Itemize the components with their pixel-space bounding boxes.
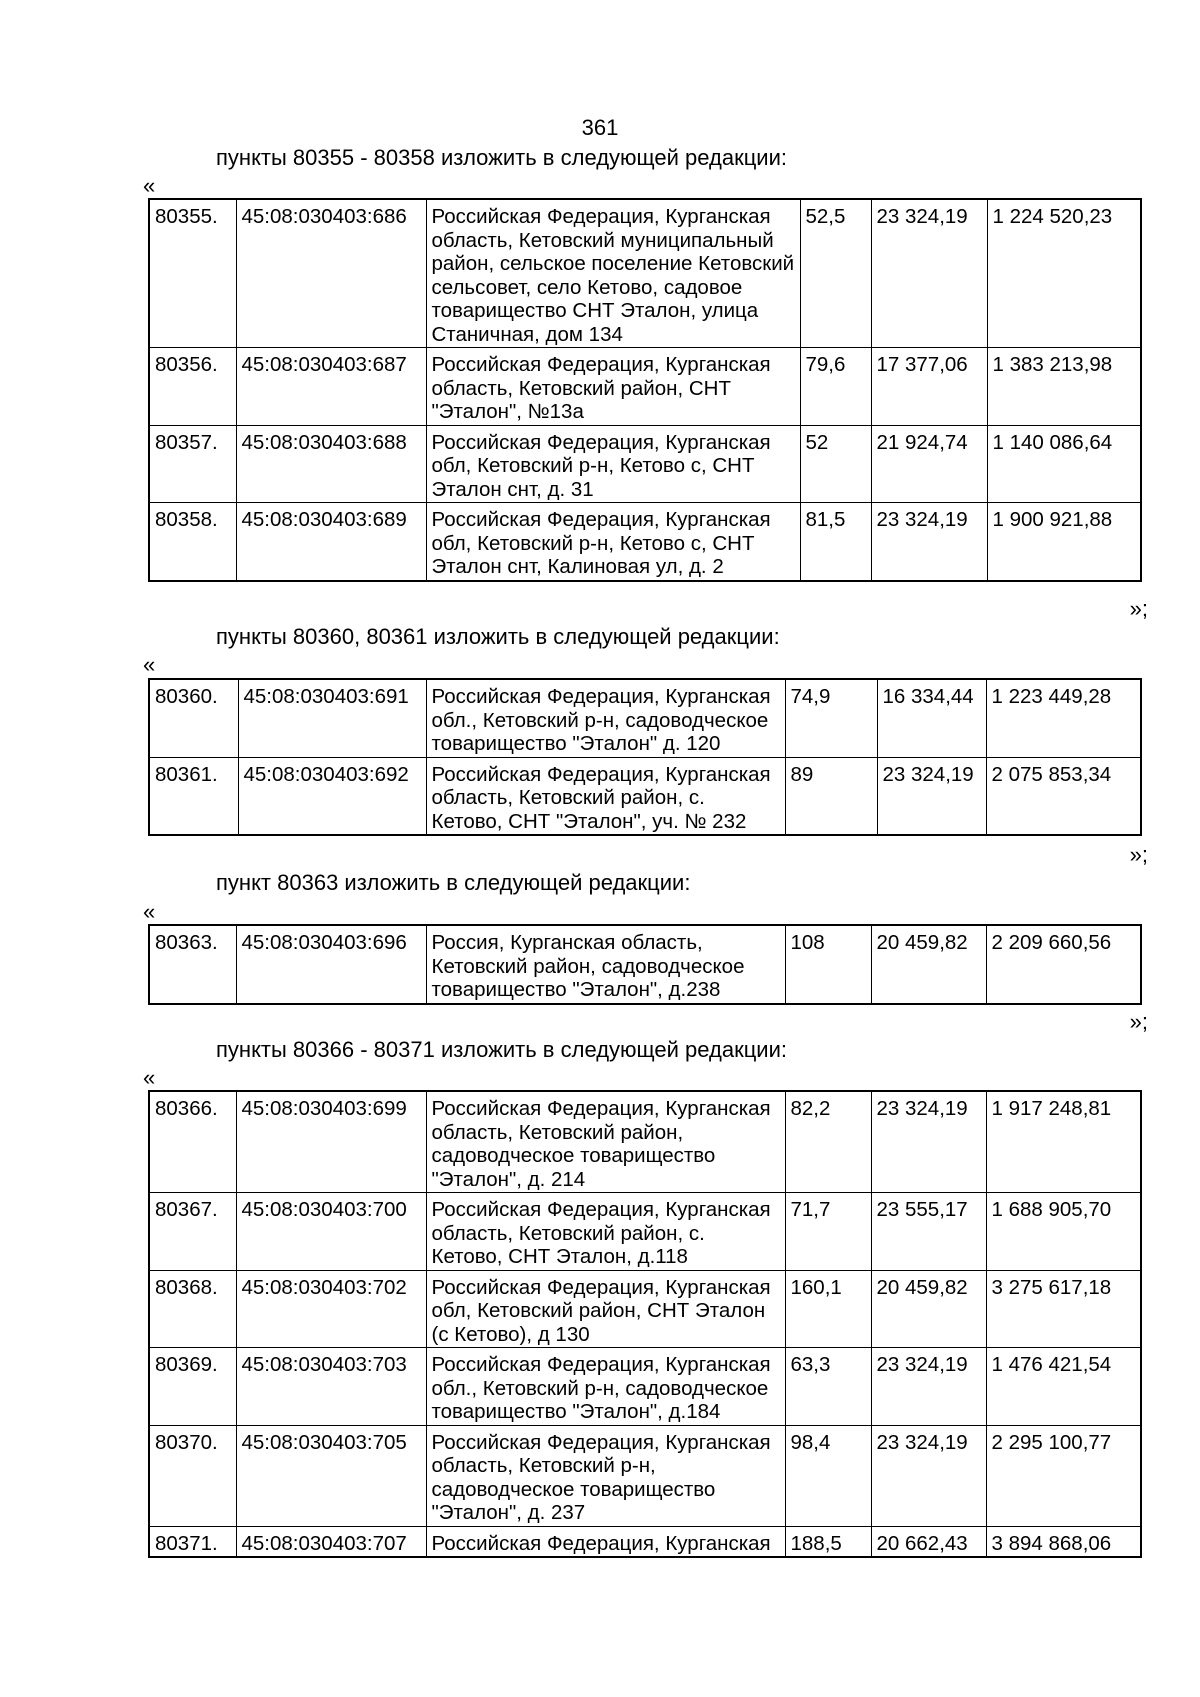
cadastral-rate-cell: 23 324,19: [871, 1091, 986, 1193]
cadastral-value-cell: 2 295 100,77: [986, 1425, 1141, 1526]
cadastral-rate-cell: 20 662,43: [871, 1526, 986, 1557]
address-cell: Российская Федерация, Курганская область, Кетовский район, СНТ "Эталон", №13а: [426, 348, 800, 426]
table-row: [149, 1270, 1141, 1348]
cadastral-value-cell: 1 917 248,81: [986, 1091, 1141, 1193]
area-cell: 89: [785, 757, 877, 835]
address-cell: Российская Федерация, Курганская область, Кетовский р-н, садоводческое товарищество "Эталон", д. 237: [426, 1425, 785, 1526]
cadastral-rate-cell: 23 324,19: [877, 757, 986, 835]
registry-table: [148, 924, 1142, 1005]
table-row: [149, 925, 1141, 1004]
row-number-cell: 80358.: [149, 503, 236, 581]
row-number-cell: 80363.: [149, 925, 236, 1004]
cadastral-rate-cell: 20 459,82: [871, 925, 986, 1004]
cadastral-number-cell: 45:08:030403:700: [236, 1193, 426, 1271]
address-cell: Российская Федерация, Курганская область, Кетовский район, с. Кетово, СНТ "Эталон", уч. № 232: [426, 757, 785, 835]
area-cell: 71,7: [785, 1193, 871, 1271]
row-number-cell: 80370.: [149, 1425, 236, 1526]
close-quote: »;: [1129, 842, 1148, 867]
table-row: [149, 1193, 1141, 1271]
area-cell: 108: [785, 925, 871, 1004]
area-cell: 74,9: [785, 679, 877, 757]
cadastral-rate-cell: 23 324,19: [871, 503, 987, 581]
address-cell: Российская Федерация, Курганская область, Кетовский район, садоводческое товарищество "Эталон", д. 214: [426, 1091, 785, 1193]
cadastral-value-cell: 1 900 921,88: [987, 503, 1141, 581]
cadastral-number-cell: 45:08:030403:686: [236, 199, 426, 348]
row-number-cell: 80369.: [149, 1348, 236, 1426]
cadastral-number-cell: 45:08:030403:702: [236, 1270, 426, 1348]
open-quote: «: [143, 173, 156, 198]
registry-table: [148, 678, 1142, 836]
cadastral-number-cell: 45:08:030403:707: [236, 1526, 426, 1557]
cadastral-rate-cell: 20 459,82: [871, 1270, 986, 1348]
address-cell: Российская Федерация, Курганская обл, Кетовский район, СНТ Эталон (с Кетово), д 130: [426, 1270, 785, 1348]
address-cell: Россия, Курганская область, Кетовский район, садоводческое товарищество "Эталон", д.238: [426, 925, 785, 1004]
table-row: [149, 1091, 1141, 1193]
open-quote: «: [143, 1065, 156, 1090]
cadastral-number-cell: 45:08:030403:703: [236, 1348, 426, 1426]
table-row: [149, 1425, 1141, 1526]
close-quote: »;: [1129, 596, 1148, 621]
cadastral-value-cell: 1 476 421,54: [986, 1348, 1141, 1426]
area-cell: 81,5: [800, 503, 871, 581]
cadastral-number-cell: 45:08:030403:689: [236, 503, 426, 581]
area-cell: 79,6: [800, 348, 871, 426]
close-quote: »;: [1129, 1009, 1148, 1034]
area-cell: 188,5: [785, 1526, 871, 1557]
area-cell: 52,5: [800, 199, 871, 348]
row-number-cell: 80357.: [149, 425, 236, 503]
cadastral-value-cell: 2 209 660,56: [986, 925, 1141, 1004]
cadastral-rate-cell: 23 324,19: [871, 199, 987, 348]
open-quote: «: [143, 652, 156, 677]
table-row: [149, 199, 1141, 348]
cadastral-number-cell: 45:08:030403:692: [238, 757, 426, 835]
area-cell: 82,2: [785, 1091, 871, 1193]
cadastral-rate-cell: 17 377,06: [871, 348, 987, 426]
cadastral-value-cell: 1 688 905,70: [986, 1193, 1141, 1271]
cadastral-number-cell: 45:08:030403:699: [236, 1091, 426, 1193]
address-cell: Российская Федерация, Курганская обл, Кетовский р-н, Кетово с, СНТ Эталон снт, Калиновая ул, д. 2: [426, 503, 800, 581]
table-row: [149, 757, 1141, 835]
row-number-cell: 80366.: [149, 1091, 236, 1193]
area-cell: 160,1: [785, 1270, 871, 1348]
row-number-cell: 80360.: [149, 679, 238, 757]
cadastral-rate-cell: 21 924,74: [871, 425, 987, 503]
address-cell: Российская Федерация, Курганская область, Кетовский муниципальный район, сельское поселение Кетовский сельсовет, село Кетово, садовое товарищество СНТ Эталон, улица Станичная, дом 134: [426, 199, 800, 348]
table-row: [149, 1348, 1141, 1426]
address-cell: Российская Федерация, Курганская обл., Кетовский р-н, садоводческое товарищество "Эталон" д. 120: [426, 679, 785, 757]
row-number-cell: 80367.: [149, 1193, 236, 1271]
cadastral-value-cell: 2 075 853,34: [986, 757, 1141, 835]
address-cell: Российская Федерация, Курганская обл, Кетовский р-н, Кетово с, СНТ Эталон снт, д. 31: [426, 425, 800, 503]
table-row: [149, 503, 1141, 581]
cadastral-value-cell: 3 894 868,06: [986, 1526, 1141, 1557]
cadastral-rate-cell: 23 324,19: [871, 1425, 986, 1526]
cadastral-rate-cell: 23 324,19: [871, 1348, 986, 1426]
cadastral-value-cell: 1 140 086,64: [987, 425, 1141, 503]
cadastral-value-cell: 1 224 520,23: [987, 199, 1141, 348]
address-cell: Российская Федерация, Курганская: [426, 1526, 785, 1557]
table-row: [149, 348, 1141, 426]
section-heading: пункт 80363 изложить в следующей редакции:: [216, 870, 691, 895]
cadastral-number-cell: 45:08:030403:696: [236, 925, 426, 1004]
registry-table: [148, 198, 1142, 582]
address-cell: Российская Федерация, Курганская обл., Кетовский р-н, садоводческое товарищество "Эталон", д.184: [426, 1348, 785, 1426]
section-heading: пункты 80366 - 80371 изложить в следующей редакции:: [216, 1037, 788, 1062]
table-row: [149, 679, 1141, 757]
open-quote: «: [143, 899, 156, 924]
cadastral-rate-cell: 23 555,17: [871, 1193, 986, 1271]
cadastral-value-cell: 3 275 617,18: [986, 1270, 1141, 1348]
area-cell: 52: [800, 425, 871, 503]
cadastral-number-cell: 45:08:030403:705: [236, 1425, 426, 1526]
registry-table: [148, 1090, 1142, 1558]
page-number: 361: [581, 115, 619, 140]
cadastral-rate-cell: 16 334,44: [877, 679, 986, 757]
section-heading: пункты 80360, 80361 изложить в следующей редакции:: [216, 624, 780, 649]
area-cell: 63,3: [785, 1348, 871, 1426]
row-number-cell: 80356.: [149, 348, 236, 426]
table-row: [149, 1526, 1141, 1557]
row-number-cell: 80371.: [149, 1526, 236, 1557]
table-row: [149, 425, 1141, 503]
row-number-cell: 80361.: [149, 757, 238, 835]
cadastral-number-cell: 45:08:030403:688: [236, 425, 426, 503]
cadastral-number-cell: 45:08:030403:687: [236, 348, 426, 426]
cadastral-value-cell: 1 223 449,28: [986, 679, 1141, 757]
cadastral-value-cell: 1 383 213,98: [987, 348, 1141, 426]
address-cell: Российская Федерация, Курганская область, Кетовский район, с. Кетово, СНТ Эталон, д.118: [426, 1193, 785, 1271]
row-number-cell: 80355.: [149, 199, 236, 348]
cadastral-number-cell: 45:08:030403:691: [238, 679, 426, 757]
section-heading: пункты 80355 - 80358 изложить в следующей редакции:: [216, 145, 788, 170]
area-cell: 98,4: [785, 1425, 871, 1526]
row-number-cell: 80368.: [149, 1270, 236, 1348]
